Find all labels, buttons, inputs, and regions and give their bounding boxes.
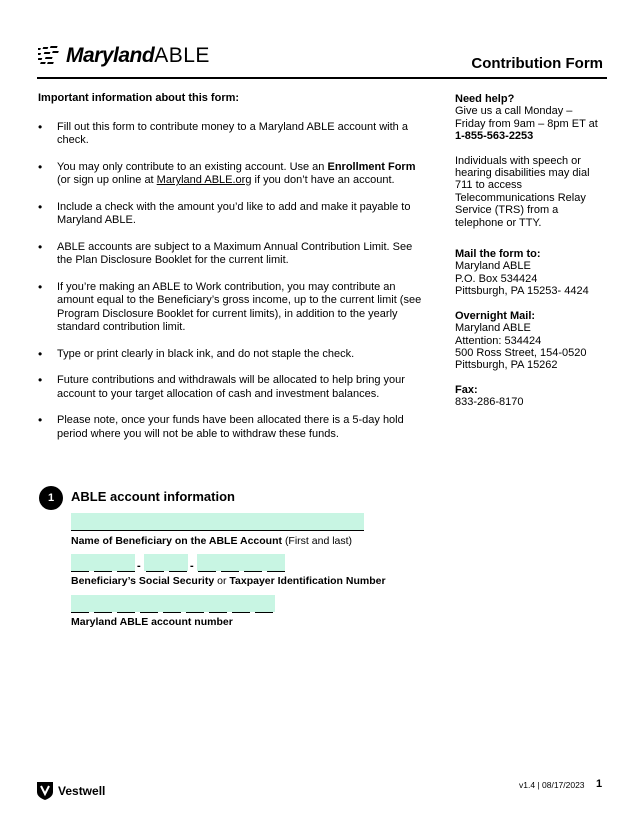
list-item: • Future contributions and withdrawals will be allocated to help bring your account to your target allocation of cash and investment balances.	[38, 374, 428, 401]
logo-text: MarylandABLE	[66, 44, 210, 67]
overnight-line: 500 Ross Street, 154-0520	[455, 346, 587, 359]
mail-line: Maryland ABLE	[455, 260, 531, 273]
info-bullet-list	[38, 121, 428, 442]
ssn-field-part-3[interactable]	[197, 554, 285, 571]
vestwell-brand-text: Vestwell	[58, 784, 106, 798]
account-number-field[interactable]	[71, 595, 275, 612]
digit-slot	[71, 571, 89, 572]
important-info-heading: Important information about this form:	[38, 92, 240, 104]
list-item: • You may only contribute to an existing account. Use an Enrollment Form (or sign up online at Maryland ABLE.org if you don’t have an account.	[38, 161, 428, 188]
call-info: Give us a call Monday – Friday from 9am – 8pm ET at 1-855-563-2253	[455, 105, 598, 143]
digit-slot	[209, 612, 227, 613]
list-item: • Type or print clearly in black ink, and do not staple the check.	[38, 348, 428, 362]
digit-slot	[117, 571, 135, 572]
mail-line: P.O. Box 534424	[455, 272, 538, 285]
list-item: • Include a check with the amount you’d like to add and make it payable to Maryland ABLE.	[38, 201, 428, 228]
list-item: • Fill out this form to contribute money to a Maryland ABLE account with a check.	[38, 121, 428, 148]
version-text: v1.4 | 08/17/2023	[519, 780, 585, 790]
beneficiary-name-label: Name of Beneficiary on the ABLE Account (First and last)	[71, 535, 353, 547]
maryland-able-logo	[38, 43, 210, 69]
phone-number: 1-855-563-2253	[455, 130, 534, 143]
logo-mark-icon	[38, 45, 64, 67]
overnight-line: Maryland ABLE	[455, 322, 531, 335]
account-number-label: Maryland ABLE account number	[71, 616, 233, 628]
digit-slot	[117, 612, 135, 613]
important-info-section	[38, 92, 428, 454]
enrollment-form-text: Enrollment Form	[327, 160, 416, 173]
digit-slot	[232, 612, 250, 613]
beneficiary-name-underline	[71, 530, 364, 531]
digit-slot	[163, 612, 181, 613]
overnight-line: Attention: 534424	[455, 334, 542, 347]
header-divider	[37, 77, 607, 79]
vestwell-shield-icon	[37, 782, 53, 800]
digit-slot	[146, 571, 164, 572]
ssn-separator: -	[190, 560, 194, 572]
maryland-able-link[interactable]: Maryland ABLE.org	[156, 174, 252, 186]
digit-slot	[140, 612, 158, 613]
page-number: 1	[596, 778, 603, 790]
ssn-field-part-1[interactable]	[71, 554, 135, 571]
ssn-field-part-2[interactable]	[144, 554, 188, 571]
digit-slot	[198, 571, 216, 572]
fax-number: 833-286-8170	[455, 396, 524, 409]
mail-heading: Mail the form to:	[455, 248, 541, 261]
form-title: Contribution Form	[471, 55, 603, 72]
digit-slot	[94, 571, 112, 572]
section-number-badge: 1	[39, 486, 63, 510]
digit-slot	[255, 612, 273, 613]
mail-line: Pittsburgh, PA 15253- 4424	[455, 285, 589, 298]
digit-slot	[244, 571, 262, 572]
overnight-line: Pittsburgh, PA 15262	[455, 359, 558, 372]
digit-slot	[221, 571, 239, 572]
list-item: • Please note, once your funds have been allocated there is a 5-day hold period where you will not be able to withdraw these funds.	[38, 414, 428, 441]
ssn-label: Beneficiary’s Social Security or Taxpayer Identification Number	[71, 575, 386, 587]
trs-info: Individuals with speech or hearing disabilities may dial 711 to access Telecommunications Relay Service (TRS) from a telephone or TTY.	[455, 154, 590, 229]
digit-slot	[169, 571, 187, 572]
digit-slot	[71, 612, 89, 613]
vestwell-logo	[37, 782, 105, 800]
digit-slot	[94, 612, 112, 613]
beneficiary-name-field[interactable]	[71, 513, 364, 530]
digit-slot	[186, 612, 204, 613]
overnight-heading: Overnight Mail:	[455, 309, 536, 322]
list-item: • ABLE accounts are subject to a Maximum Annual Contribution Limit. See the Plan Disclosure Booklet for the current limit.	[38, 241, 428, 268]
digit-slot	[267, 571, 285, 572]
section-title: ABLE account information	[71, 489, 235, 504]
need-help-heading: Need help?	[455, 93, 515, 105]
ssn-separator: -	[137, 560, 141, 572]
fax-heading: Fax:	[455, 383, 478, 396]
help-sidebar	[455, 93, 605, 409]
list-item: • If you’re making an ABLE to Work contribution, you may contribute an amount equal to the Beneficiary’s gross income, up to the current limit (see Program Disclosure Booklet for current limits), in addition to the yearly standard contribution limit.	[38, 281, 428, 335]
